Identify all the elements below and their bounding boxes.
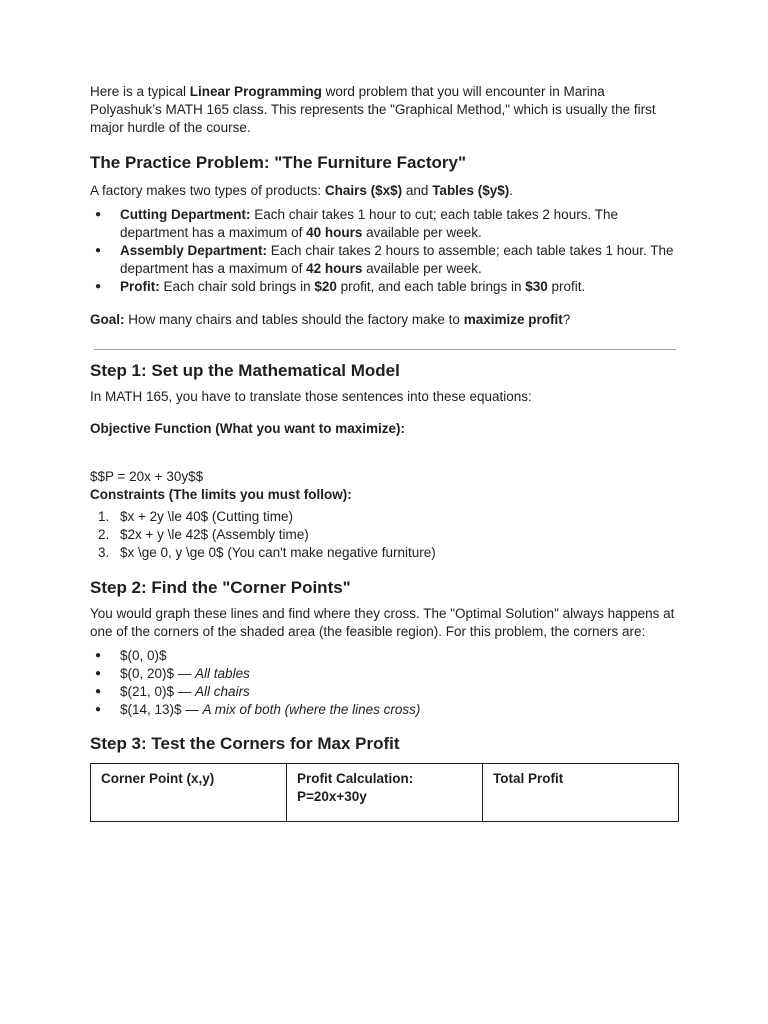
table-header-cell: Profit Calculation: P=20x+30y bbox=[287, 764, 483, 822]
corner-point-item: ● $(14, 13)$ — A mix of both (where the lines cross) bbox=[90, 701, 680, 719]
constraints-list bbox=[90, 508, 680, 562]
list-item-assembly: ● Assembly Department: Each chair takes 2 hours to assemble; each table takes 1 hour. The department has a maximum of 42 hours available per week. bbox=[90, 242, 680, 278]
constraint-item: 1. $x + 2y \le 40$ (Cutting time) bbox=[98, 509, 293, 524]
corner-point-item: ● $(21, 0)$ — All chairs bbox=[90, 683, 680, 701]
goal-paragraph: Goal: How many chairs and tables should the factory make to maximize profit? bbox=[90, 312, 571, 327]
list-item-profit: ● Profit: Each chair sold brings in $20 profit, and each table brings in $30 profit. bbox=[90, 278, 680, 296]
constraints-label: Constraints (The limits you must follow): bbox=[90, 487, 352, 502]
table-header-cell: Total Profit bbox=[483, 764, 679, 822]
step3-heading: Step 3: Test the Corners for Max Profit bbox=[90, 734, 400, 753]
list-item-cutting: ● Cutting Department: Each chair takes 1 hour to cut; each table takes 2 hours. The department has a maximum of 40 hours available per week. bbox=[90, 206, 680, 242]
problem-description: A factory makes two types of products: Chairs ($x$) and Tables ($y$). bbox=[90, 183, 513, 198]
document-body bbox=[90, 83, 680, 822]
corner-point-item: ● $(0, 20)$ — All tables bbox=[90, 665, 680, 683]
step1-text: In MATH 165, you have to translate those sentences into these equations: bbox=[90, 389, 532, 404]
profit-table bbox=[90, 763, 679, 822]
section-divider bbox=[94, 349, 676, 350]
constraint-item: 3. $x \ge 0, y \ge 0$ (You can't make negative furniture) bbox=[98, 545, 436, 560]
objective-equation: $$P = 20x + 30y$$ bbox=[90, 469, 204, 484]
intro-paragraph: Here is a typical Linear Programming word problem that you will encounter in Marina Polyashuk’s MATH 165 class. This represents the "Graphical Method," which is usually the first major hurdle of the course. bbox=[90, 84, 656, 135]
table-header-cell: Corner Point (x,y) bbox=[91, 764, 287, 822]
step1-heading: Step 1: Set up the Mathematical Model bbox=[90, 361, 400, 380]
intro-bold-term: Linear Programming bbox=[189, 84, 322, 99]
requirements-list bbox=[90, 206, 680, 296]
corner-points-list bbox=[90, 647, 680, 719]
corner-point-item: ● $(0, 0)$ bbox=[90, 647, 680, 665]
problem-heading: The Practice Problem: "The Furniture Factory" bbox=[90, 153, 467, 172]
objective-label: Objective Function (What you want to maximize): bbox=[90, 421, 406, 436]
step2-heading: Step 2: Find the "Corner Points" bbox=[90, 578, 351, 597]
constraint-item: 2. $2x + y \le 42$ (Assembly time) bbox=[98, 527, 309, 542]
table-header-row bbox=[91, 764, 679, 822]
step2-text: You would graph these lines and find where they cross. The "Optimal Solution" always happens at one of the corners of the shaded area (the feasible region). For this problem, the corners are: bbox=[90, 606, 675, 639]
